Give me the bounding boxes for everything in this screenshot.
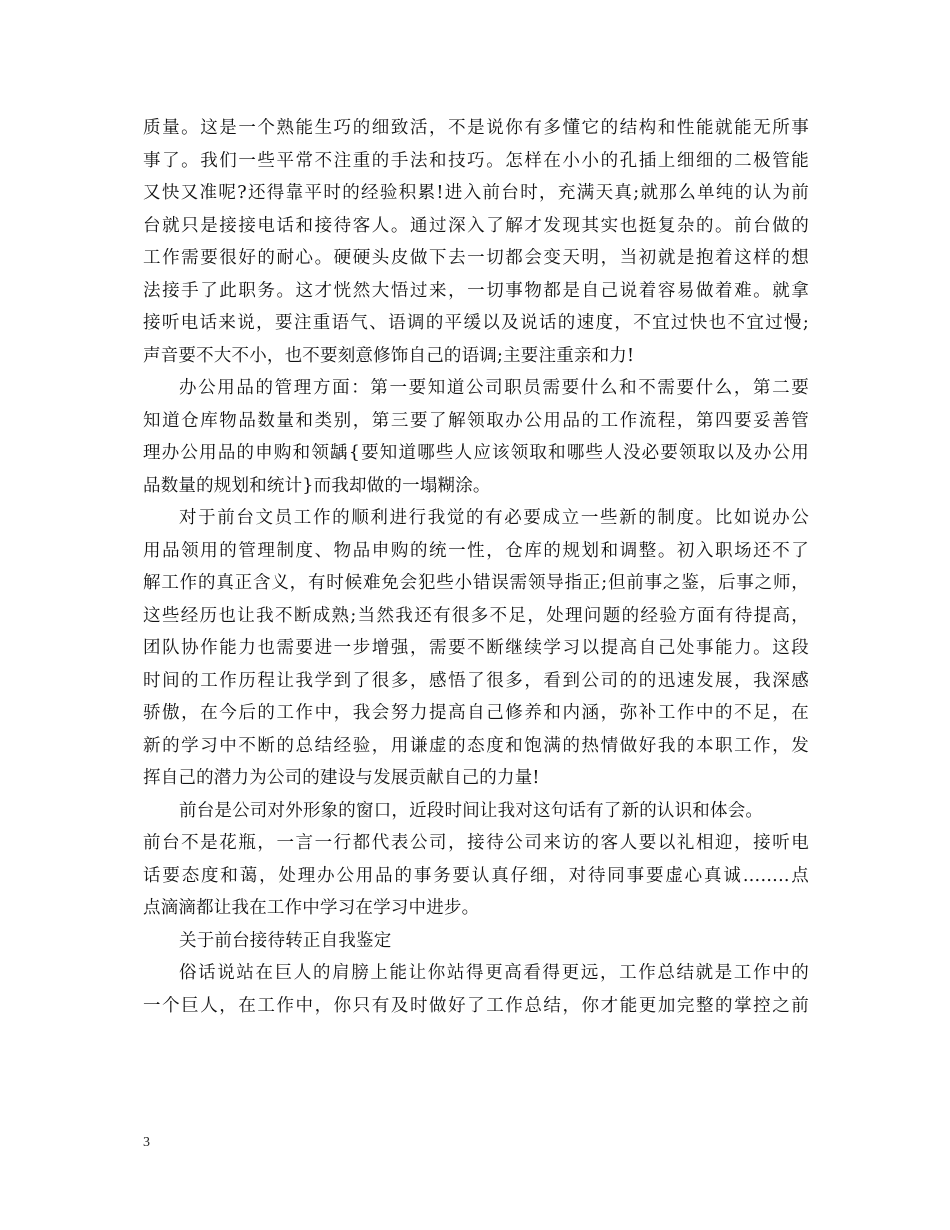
- text-line: 前台不是花瓶，一言一行都代表公司，接待公司来访的客人要以礼相迎，接听电: [143, 833, 809, 853]
- text-line: 用品领用的管理制度、物品申购的统一性，仓库的规划和调整。初入职场还不了: [143, 540, 809, 561]
- text-line: 话要态度和蔼，处理办公用品的事务要认真仔细，对待同事要虚心真诚……..点: [143, 865, 809, 886]
- text-line: 骄傲，在今后的工作中，我会努力提高自己修养和内涵，弥补工作中的不足，在: [143, 703, 809, 723]
- text-line: 声音要不大不小，也不要刻意修饰自己的语调;主要注重亲和力!: [143, 345, 635, 366]
- text-line: 事了。我们一些平常不注重的手法和技巧。怎样在小小的孔插上细细的二极管能: [143, 150, 809, 171]
- text-line: 工作需要很好的耐心。硬硬头皮做下去一切都会变天明，当初就是抱着这样的想: [143, 248, 809, 268]
- paragraph-first-line: 前台是公司对外形象的窗口，近段时间让我对这句话有了新的认识和体会。: [179, 800, 764, 821]
- page-number: 3: [143, 1135, 150, 1150]
- text-line: 解工作的真正含义，有时候难免会犯些小错误需领导指正;但前事之鉴，后事之师，: [143, 573, 809, 593]
- text-line: 理办公用品的申购和领龋{要知道哪些人应该领取和哪些人没必要领取以及办公用: [143, 443, 809, 463]
- text-line: 知道仓库物品数量和类别，第三要了解领取办公用品的工作流程，第四要妥善管: [143, 410, 809, 431]
- text-line: 又快又准呢?还得靠平时的经验积累!进入前台时，充满天真;就那么单纯的认为前: [143, 183, 809, 203]
- text-line: 点滴滴都让我在工作中学习在学习中进步。: [143, 898, 480, 918]
- text-line: 接听电话来说，要注重语气、语调的平缓以及说话的速度，不宜过快也不宜过慢;: [143, 313, 809, 333]
- text-line: 挥自己的潜力为公司的建设与发展贡献自己的力量!: [143, 768, 540, 788]
- paragraph-first-line: 对于前台文员工作的顺利进行我觉的有必要成立一些新的制度。比如说办公: [179, 508, 809, 528]
- section-heading: 关于前台接待转正自我鉴定: [179, 930, 392, 951]
- text-line: 新的学习中不断的总结经验，用谦虚的态度和饱满的热情做好我的本职工作，发: [143, 735, 809, 756]
- paragraph-first-line: 俗话说站在巨人的肩膀上能让你站得更高看得更远，工作总结就是工作中的: [179, 963, 809, 983]
- text-line: 台就只是接接电话和接待客人。通过深入了解才发现其实也挺复杂的。前台做的: [143, 215, 809, 236]
- text-line: 法接手了此职务。这才恍然大悟过来，一切事物都是自己说着容易做着难。就拿: [143, 280, 809, 301]
- text-line: 这些经历也让我不断成熟;当然我还有很多不足，处理问题的经验方面有待提高，: [143, 605, 809, 626]
- paragraph-first-line: 办公用品的管理方面：第一要知道公司职员需要什么和不需要什么，第二要: [179, 378, 809, 398]
- text-line: 一个巨人，在工作中，你只有及时做好了工作总结，你才能更加完整的掌控之前: [143, 995, 809, 1016]
- text-line: 质量。这是一个熟能生巧的细致活，不是说你有多懂它的结构和性能就能无所事: [143, 118, 809, 138]
- text-line: 团队协作能力也需要进一步增强，需要不断继续学习以提高自己处事能力。这段: [143, 638, 809, 658]
- text-line: 品数量的规划和统计}而我却做的一塌糊涂。: [143, 475, 491, 496]
- text-line: 时间的工作历程让我学到了很多，感悟了很多，看到公司的的迅速发展，我深感: [143, 670, 809, 691]
- document-body: [143, 112, 809, 1022]
